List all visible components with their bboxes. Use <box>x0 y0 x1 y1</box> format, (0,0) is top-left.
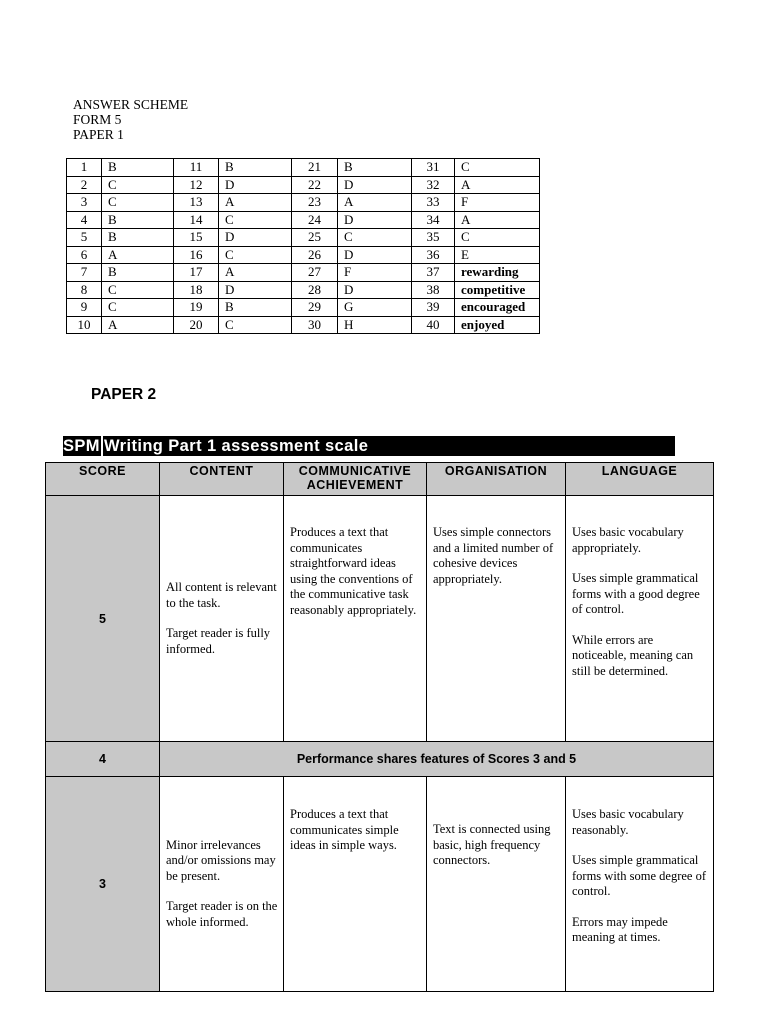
score5-organisation <box>427 496 566 742</box>
title-separator <box>101 436 103 456</box>
scale-header-row <box>46 463 714 496</box>
question-number: 19 <box>174 299 219 317</box>
score3-language-line1: Uses basic vocabulary reasonably. <box>572 807 684 837</box>
question-number: 5 <box>67 229 102 247</box>
answer-value: B <box>219 299 292 317</box>
question-number: 35 <box>412 229 455 247</box>
header-communicative: COMMUNICATIVE ACHIEVEMENT <box>284 463 427 496</box>
answer-value: encouraged <box>455 299 540 317</box>
answer-value: B <box>338 159 412 177</box>
answer-row <box>67 211 540 229</box>
header-organisation: ORGANISATION <box>427 463 566 496</box>
question-number: 28 <box>292 281 338 299</box>
answer-row <box>67 281 540 299</box>
score3-communicative-text: Produces a text that communicates simple ideas in simple ways. <box>290 807 399 852</box>
question-number: 24 <box>292 211 338 229</box>
answer-value: C <box>102 299 174 317</box>
question-number: 31 <box>412 159 455 177</box>
question-number: 33 <box>412 194 455 212</box>
question-number: 15 <box>174 229 219 247</box>
answer-value: C <box>219 246 292 264</box>
answer-row <box>67 264 540 282</box>
question-number: 30 <box>292 316 338 334</box>
question-number: 29 <box>292 299 338 317</box>
question-number: 39 <box>412 299 455 317</box>
score5-language <box>566 496 714 742</box>
score3-communicative <box>284 777 427 992</box>
score3-value: 3 <box>46 777 160 992</box>
answer-row <box>67 176 540 194</box>
header-content: CONTENT <box>160 463 284 496</box>
score5-content <box>160 496 284 742</box>
question-number: 25 <box>292 229 338 247</box>
answer-value: G <box>338 299 412 317</box>
question-number: 22 <box>292 176 338 194</box>
score5-communicative-text: Produces a text that communicates straightforward ideas using the conventions of the communicative task reasonably appropriately. <box>290 525 417 617</box>
answer-value: D <box>338 246 412 264</box>
answer-row <box>67 246 540 264</box>
answer-value: C <box>102 176 174 194</box>
question-number: 13 <box>174 194 219 212</box>
answer-value: A <box>219 264 292 282</box>
answer-row <box>67 194 540 212</box>
score5-language-line1: Uses basic vocabulary appropriately. <box>572 525 684 555</box>
question-number: 9 <box>67 299 102 317</box>
answer-scheme-header <box>73 97 188 142</box>
answer-value: H <box>338 316 412 334</box>
answer-value: A <box>338 194 412 212</box>
answer-value: C <box>102 281 174 299</box>
answer-value: F <box>455 194 540 212</box>
score3-language-line3: Errors may impede meaning at times. <box>572 914 668 944</box>
question-number: 2 <box>67 176 102 194</box>
score3-language <box>566 777 714 992</box>
paper2-title: PAPER 2 <box>91 386 157 403</box>
score5-value: 5 <box>46 496 160 742</box>
question-number: 38 <box>412 281 455 299</box>
header-language: LANGUAGE <box>566 463 714 496</box>
answer-row <box>67 229 540 247</box>
score5-language-line2: Uses simple grammatical forms with a good degree of control. <box>572 571 700 616</box>
score5-content-line1: All content is relevant to the task. <box>166 580 277 610</box>
question-number: 40 <box>412 316 455 334</box>
answer-value: C <box>219 211 292 229</box>
scale-title-part2: Writing Part 1 assessment scale <box>103 437 369 455</box>
question-number: 36 <box>412 246 455 264</box>
question-number: 8 <box>67 281 102 299</box>
answer-value: A <box>219 194 292 212</box>
question-number: 11 <box>174 159 219 177</box>
answer-row <box>67 316 540 334</box>
question-number: 14 <box>174 211 219 229</box>
answer-value: D <box>338 211 412 229</box>
header-line-2: FORM 5 <box>73 112 122 127</box>
question-number: 18 <box>174 281 219 299</box>
question-number: 21 <box>292 159 338 177</box>
answer-row <box>67 299 540 317</box>
paper1-answer-table <box>66 158 540 334</box>
answer-value: D <box>338 281 412 299</box>
answer-value: C <box>455 159 540 177</box>
score5-content-line2: Target reader is fully informed. <box>166 626 271 656</box>
answer-value: F <box>338 264 412 282</box>
answer-value: C <box>102 194 174 212</box>
answer-value: D <box>219 229 292 247</box>
question-number: 37 <box>412 264 455 282</box>
question-number: 34 <box>412 211 455 229</box>
header-score: SCORE <box>46 463 160 496</box>
question-number: 20 <box>174 316 219 334</box>
score3-organisation <box>427 777 566 992</box>
score3-organisation-text: Text is connected using basic, high frequency connectors. <box>433 822 551 867</box>
question-number: 16 <box>174 246 219 264</box>
header-line-3: PAPER 1 <box>73 127 124 142</box>
answer-value: A <box>102 316 174 334</box>
score4-value: 4 <box>46 742 160 777</box>
answer-value: B <box>102 159 174 177</box>
question-number: 3 <box>67 194 102 212</box>
answer-value: B <box>102 229 174 247</box>
answer-value: D <box>219 176 292 194</box>
question-number: 12 <box>174 176 219 194</box>
score5-row <box>46 496 714 742</box>
answer-value: E <box>455 246 540 264</box>
answer-value: enjoyed <box>455 316 540 334</box>
question-number: 7 <box>67 264 102 282</box>
score3-content-line1: Minor irrelevances and/or omissions may be present. <box>166 837 276 883</box>
answer-value: A <box>102 246 174 264</box>
question-number: 32 <box>412 176 455 194</box>
score4-row <box>46 742 714 777</box>
answer-value: A <box>455 211 540 229</box>
scale-title-bar <box>63 436 675 456</box>
score3-content-line2: Target reader is on the whole informed. <box>166 899 278 929</box>
answer-value: B <box>102 211 174 229</box>
answer-value: A <box>455 176 540 194</box>
question-number: 1 <box>67 159 102 177</box>
answer-value: B <box>102 264 174 282</box>
answer-value: D <box>219 281 292 299</box>
score3-row <box>46 777 714 992</box>
answer-value: C <box>219 316 292 334</box>
score5-organisation-text: Uses simple connectors and a limited number of cohesive devices appropriately. <box>433 525 554 586</box>
score5-communicative <box>284 496 427 742</box>
question-number: 4 <box>67 211 102 229</box>
assessment-scale-table <box>45 462 714 992</box>
answer-value: rewarding <box>455 264 540 282</box>
question-number: 23 <box>292 194 338 212</box>
score4-text: Performance shares features of Scores 3 and 5 <box>160 742 714 777</box>
answer-row <box>67 159 540 177</box>
score3-language-line2: Uses simple grammatical forms with some degree of control. <box>572 853 706 898</box>
scale-title-part1: SPM <box>63 437 100 455</box>
answer-value: B <box>219 159 292 177</box>
header-line-1: ANSWER SCHEME <box>73 97 189 112</box>
answer-value: C <box>455 229 540 247</box>
question-number: 6 <box>67 246 102 264</box>
question-number: 10 <box>67 316 102 334</box>
answer-value: C <box>338 229 412 247</box>
score3-content <box>160 777 284 992</box>
answer-value: D <box>338 176 412 194</box>
answer-value: competitive <box>455 281 540 299</box>
score5-language-line3: While errors are noticeable, meaning can still be determined. <box>572 632 694 678</box>
question-number: 17 <box>174 264 219 282</box>
question-number: 27 <box>292 264 338 282</box>
question-number: 26 <box>292 246 338 264</box>
